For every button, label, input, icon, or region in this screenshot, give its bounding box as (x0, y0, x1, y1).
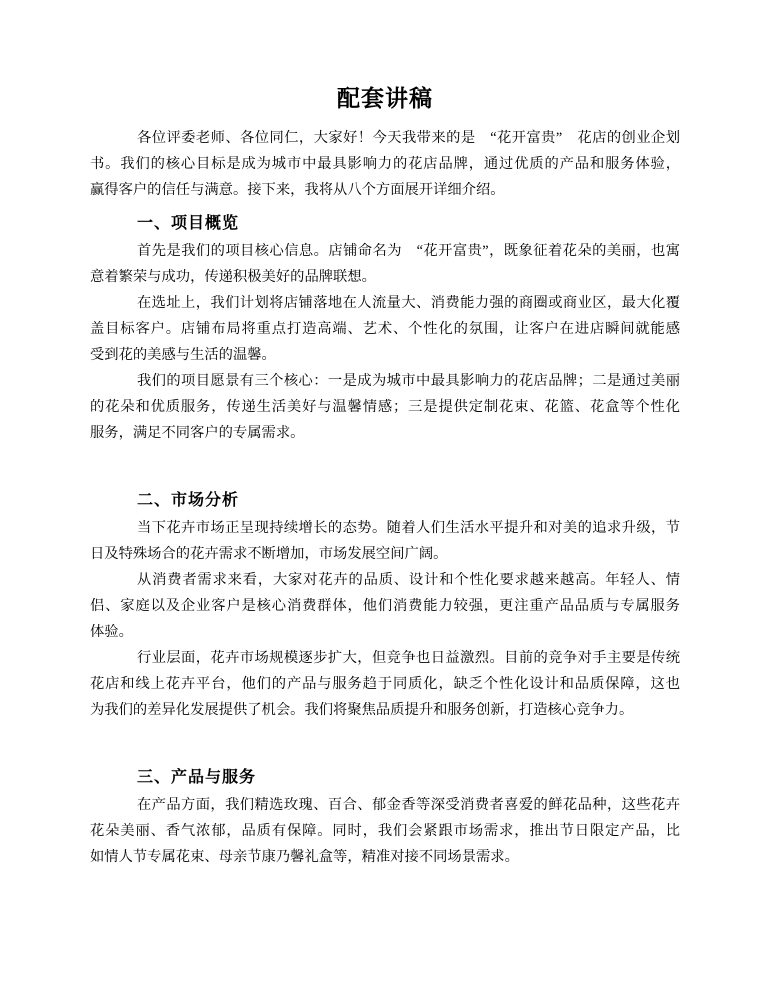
paragraph-line: 如情人节专属花束、母亲节康乃馨礼盒等，精准对接不同场景需求。 (90, 849, 519, 865)
paragraph-line: 赢得客户的信任与满意。接下来，我将从八个方面展开详细介绍。 (90, 182, 505, 198)
section-heading: 三、产品与服务 (137, 769, 257, 786)
paragraph-line: 花朵美丽、香气浓郁，品质有保障。同时，我们会紧跟市场需求，推出节日限定产品，比 (90, 823, 680, 839)
paragraph-line: 日及特殊场合的花卉需求不断增加，市场发展空间广阔。 (90, 546, 448, 562)
paragraph (90, 125, 680, 203)
paragraph-line: 当下花卉市场正呈现持续增长的态势。随着人们生活水平提升和对美的追求升级，节 (137, 520, 680, 536)
section-heading: 一、项目概览 (137, 215, 240, 232)
paragraph-line: 花店和线上花卉平台，他们的产品与服务趋于同质化，缺乏个性化设计和品质保障，这也 (90, 676, 680, 692)
paragraph-line: 行业层面，花卉市场规模逐步扩大，但竞争也日益激烈。目前的竞争对手主要是传统 (137, 650, 680, 666)
paragraph-line: 各位评委老师、各位同仁，大家好！今天我带来的是 “花开富贵” 花店的创业企划 (137, 130, 680, 146)
paragraph (90, 567, 680, 645)
paragraph-line: 盖目标客户。店铺布局将重点打造高端、艺术、个性化的氛围，让客户在进店瞬间就能感 (90, 321, 680, 337)
paragraph (90, 368, 680, 446)
paragraph-line: 受到花的美感与生活的温馨。 (90, 347, 276, 363)
paragraph-line: 侣、家庭以及企业客户是核心消费群体，他们消费能力较强，更注重产品品质与专属服务 (90, 598, 680, 614)
paragraph-line: 在产品方面，我们精选玫瑰、百合、郁金香等深受消费者喜爱的鲜花品种，这些花卉 (137, 797, 680, 813)
section-heading: 二、市场分析 (137, 492, 240, 509)
blank-line-spacer (90, 723, 680, 757)
paragraph-line: 在选址上，我们计划将店铺落地在人流量大、消费能力强的商圈或商业区，最大化覆 (137, 295, 680, 311)
paragraph-line: 体验。 (90, 624, 133, 640)
paragraph-line: 为我们的差异化发展提供了机会。我们将聚焦品质提升和服务创新，打造核心竞争力。 (90, 702, 634, 718)
paragraph-line: 从消费者需求来看，大家对花卉的品质、设计和个性化要求越来越高。年轻人、情 (137, 572, 680, 588)
blank-line-spacer (90, 446, 680, 480)
paragraph-line: 意着繁荣与成功，传递积极美好的品牌联想。 (90, 269, 376, 285)
document-title: 配套讲稿 (337, 86, 433, 111)
paragraph-line: 首先是我们的项目核心信息。店铺命名为 “花开富贵”，既象征着花朵的美丽，也寓 (137, 243, 680, 259)
paragraph-line: 服务，满足不同客户的专属需求。 (90, 425, 305, 441)
paragraph-line: 的花朵和优质服务，传递生活美好与温馨情感；三是提供定制花束、花篮、花盒等个性化 (90, 399, 680, 415)
document-body (90, 125, 680, 870)
paragraph (90, 645, 680, 723)
paragraph-line: 我们的项目愿景有三个核心：一是成为城市中最具影响力的花店品牌；二是通过美丽 (137, 373, 680, 389)
paragraph-line: 书。我们的核心目标是成为城市中最具影响力的花店品牌，通过优质的产品和服务体验， (90, 156, 680, 172)
paragraph (90, 792, 680, 870)
paragraph (90, 290, 680, 368)
paragraph (90, 515, 680, 567)
paragraph (90, 238, 680, 290)
document-content (90, 84, 680, 870)
